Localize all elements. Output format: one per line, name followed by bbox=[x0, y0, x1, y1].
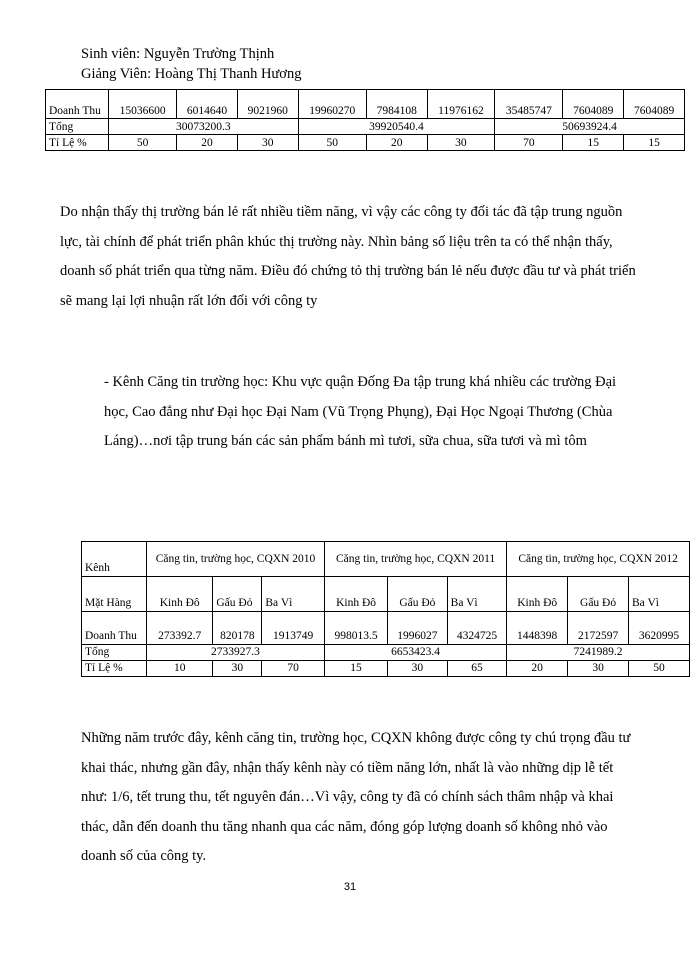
table-cell: 2172597 bbox=[568, 612, 629, 645]
canteen-sales-table bbox=[81, 541, 690, 677]
table-cell: 4324725 bbox=[447, 612, 507, 645]
table-cell: 15 bbox=[563, 135, 624, 151]
paragraph-retail: Do nhận thấy thị trường bán lẻ rất nhiều tiềm năng, vì vậy các công ty đối tác đã tập trung nguồn lực, tài chính để phát triển phân khúc thị trường này. Nhìn bảng số liệu trên ta có thể nhận thấy, doanh số phát triển qua từng năm. Điều đó chứng tỏ thị trường bán lẻ nếu được đầu tư và phát triển sẽ mang lại lợi nhuận rất lớn đối với công ty bbox=[60, 204, 636, 309]
table-cell: Ba Vì bbox=[629, 577, 690, 612]
table-row bbox=[82, 542, 690, 577]
table-cell: 30 bbox=[427, 135, 495, 151]
table-cell: 19960270 bbox=[298, 90, 366, 119]
table-row bbox=[82, 612, 690, 645]
table-cell: 70 bbox=[495, 135, 563, 151]
document-header bbox=[81, 44, 301, 84]
table-cell: 30073200.3 bbox=[109, 119, 299, 135]
table-cell: 50 bbox=[298, 135, 366, 151]
lecturer-name: Giảng Viên: Hoàng Thị Thanh Hương bbox=[81, 66, 302, 82]
table-cell: 35485747 bbox=[495, 90, 563, 119]
table-cell: Kinh Đô bbox=[147, 577, 213, 612]
table-cell: 30 bbox=[388, 661, 448, 677]
table-cell: 10 bbox=[147, 661, 213, 677]
table-cell: 998013.5 bbox=[324, 612, 387, 645]
table-cell: 70 bbox=[262, 661, 325, 677]
table-row bbox=[82, 577, 690, 612]
table-cell: 50 bbox=[629, 661, 690, 677]
table-cell: 6014640 bbox=[177, 90, 238, 119]
table-row bbox=[46, 119, 685, 135]
table-cell: 39920540.4 bbox=[298, 119, 495, 135]
table-row bbox=[46, 135, 685, 151]
table-cell: 50693924.4 bbox=[495, 119, 685, 135]
table-cell: Gấu Đỏ bbox=[213, 577, 262, 612]
row-label: Tỉ Lệ % bbox=[46, 135, 109, 151]
table-cell: Ba Vì bbox=[262, 577, 325, 612]
table-cell: 7984108 bbox=[366, 90, 427, 119]
bullet-canteen-channel: - Kênh Căng tin trường học: Khu vực quận Đống Đa tập trung khá nhiều các trường Đại học, Cao đẳng như Đại học Đại Nam (Vũ Trọng Phụng), Đại Học Ngoại Thương (Chùa Láng)…nơi tập trung bán các sản phẩm bánh mì tươi, sữa chua, sữa tươi và mì tôm bbox=[104, 374, 617, 449]
table-cell: 65 bbox=[447, 661, 507, 677]
table-cell: 20 bbox=[507, 661, 568, 677]
table-cell: Gấu Đỏ bbox=[388, 577, 448, 612]
row-label: Tỉ Lệ % bbox=[82, 661, 147, 677]
table-cell: Kinh Đô bbox=[507, 577, 568, 612]
table-row bbox=[46, 90, 685, 119]
page-number: 31 bbox=[343, 881, 357, 893]
table-cell: 20 bbox=[177, 135, 238, 151]
table-cell: 273392.7 bbox=[147, 612, 213, 645]
table-cell: Gấu Đỏ bbox=[568, 577, 629, 612]
table-cell: 11976162 bbox=[427, 90, 495, 119]
table-cell: 7241989.2 bbox=[507, 645, 690, 661]
row-label: Kênh bbox=[82, 542, 147, 577]
paragraph-canteen: Những năm trước đây, kênh căng tin, trường học, CQXN không được công ty chú trọng đầu tư khai thác, nhưng gần đây, nhận thấy kênh này có tiềm năng lớn, nhất là vào những dịp lễ tết như: 1/6, tết trung thu, tết nguyên đán…Vì vậy, công ty đã có chính sách thâm nhập và khai thác, dẫn đến doanh thu tăng nhanh qua các năm, đóng góp lượng doanh số không nhỏ vào doanh số của công ty. bbox=[81, 730, 631, 864]
table-header-cell: Căng tin, trường học, CQXN 2011 bbox=[324, 542, 506, 577]
row-label: Tổng bbox=[46, 119, 109, 135]
table-cell: 1913749 bbox=[262, 612, 325, 645]
retail-sales-table bbox=[45, 89, 685, 151]
table-row bbox=[82, 661, 690, 677]
row-label: Doanh Thu bbox=[46, 90, 109, 119]
table-cell: 820178 bbox=[213, 612, 262, 645]
row-label: Tổng bbox=[82, 645, 147, 661]
table-cell: 15 bbox=[624, 135, 685, 151]
student-name: Sinh viên: Nguyễn Trường Thịnh bbox=[81, 46, 275, 62]
table-row bbox=[82, 645, 690, 661]
table-cell: 1448398 bbox=[507, 612, 568, 645]
table-cell: 7604089 bbox=[563, 90, 624, 119]
table-cell: 15 bbox=[324, 661, 387, 677]
table-cell: 30 bbox=[237, 135, 298, 151]
table-cell: 3620995 bbox=[629, 612, 690, 645]
table-header-cell: Căng tin, trường học, CQXN 2012 bbox=[507, 542, 690, 577]
table-cell: 7604089 bbox=[624, 90, 685, 119]
table-cell: 6653423.4 bbox=[324, 645, 506, 661]
table-cell: 9021960 bbox=[237, 90, 298, 119]
table-cell: 1996027 bbox=[388, 612, 448, 645]
table-cell: 20 bbox=[366, 135, 427, 151]
table-cell: 15036600 bbox=[109, 90, 177, 119]
table-cell: 30 bbox=[213, 661, 262, 677]
table-cell: Kinh Đô bbox=[324, 577, 387, 612]
table-cell: 2733927.3 bbox=[147, 645, 325, 661]
table-cell: Ba Vì bbox=[447, 577, 507, 612]
table-cell: 50 bbox=[109, 135, 177, 151]
table-header-cell: Căng tin, trường học, CQXN 2010 bbox=[147, 542, 325, 577]
row-label: Mặt Hàng bbox=[82, 577, 147, 612]
table-cell: 30 bbox=[568, 661, 629, 677]
row-label: Doanh Thu bbox=[82, 612, 147, 645]
